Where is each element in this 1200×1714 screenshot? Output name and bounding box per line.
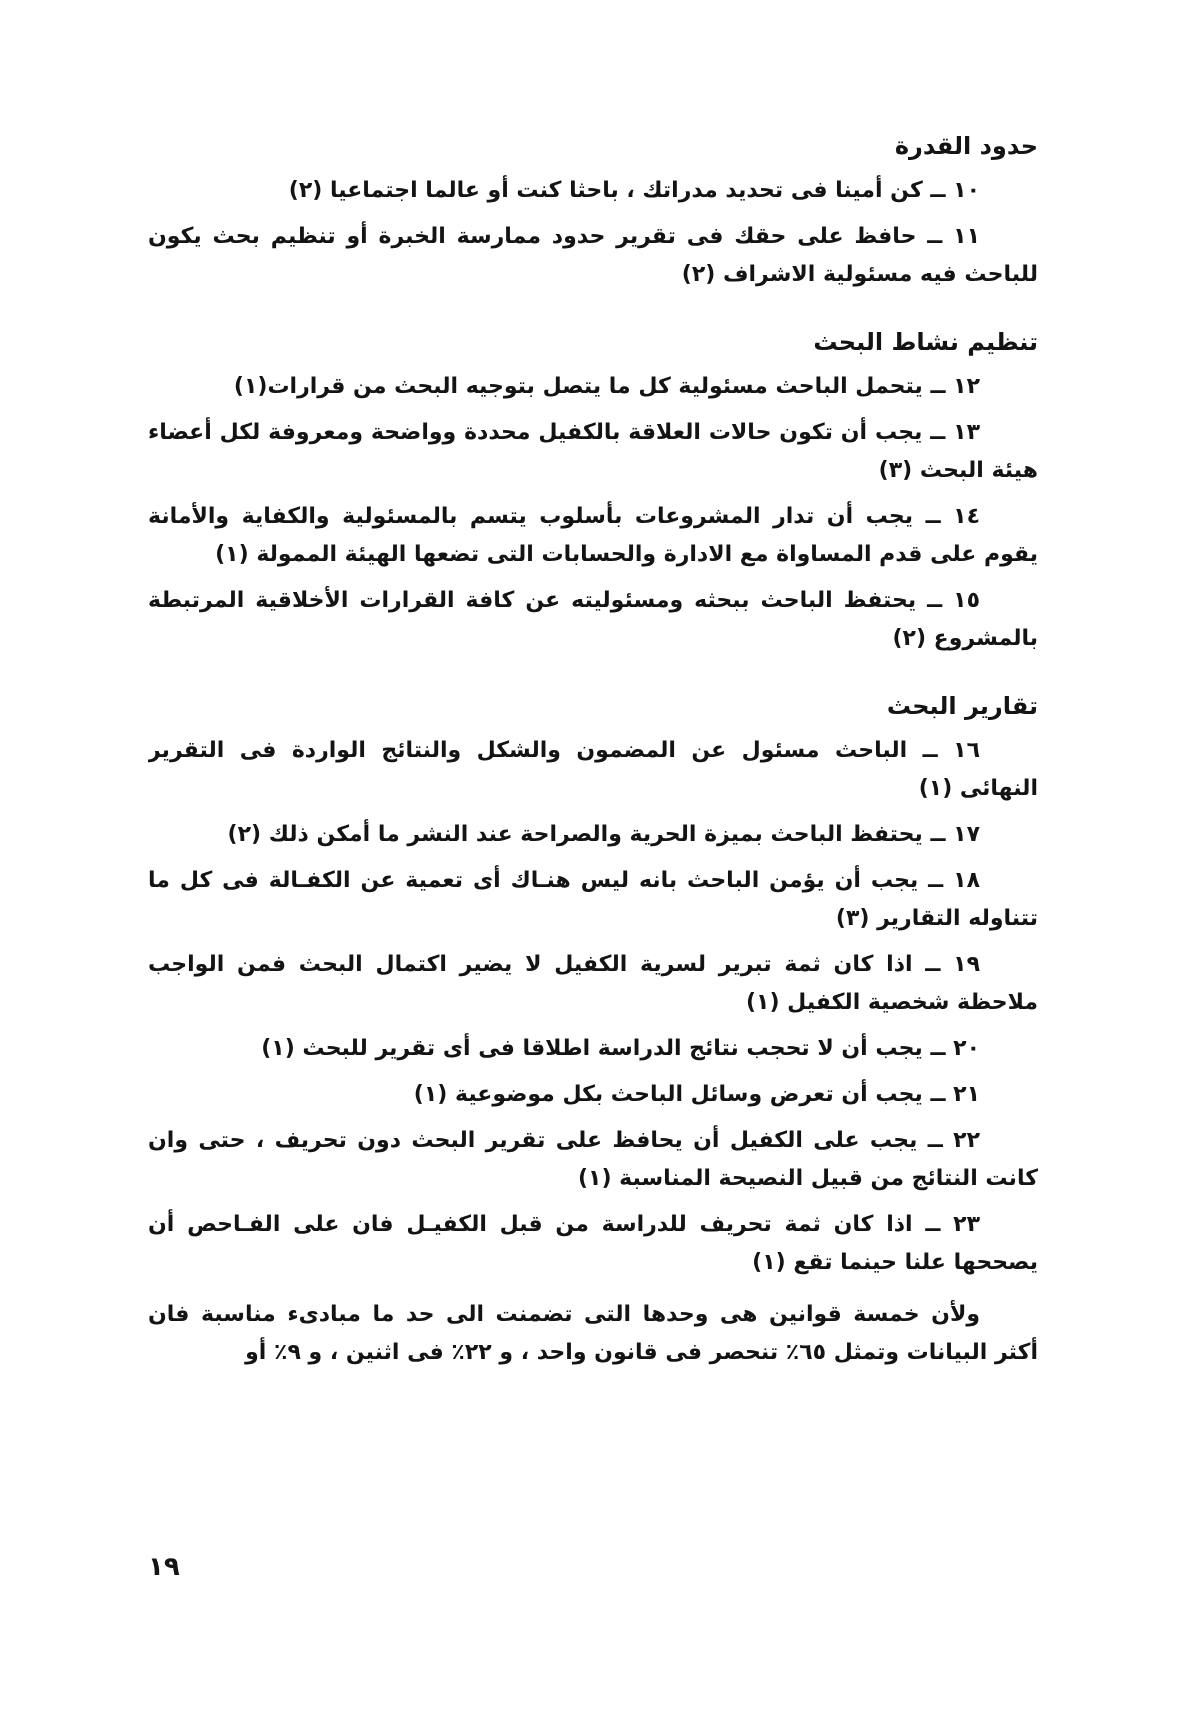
section-heading: تقارير البحث bbox=[886, 692, 1038, 720]
clause-14: ١٤ ــ يجب أن تدار المشروعات بأسلوب يتسم بالمسئولية والكفاية والأمانة يقوم على قدم المساواة مع الادارة والحسابات التى تضعها الهيئة الممولة (١) bbox=[148, 504, 1038, 567]
clause-13: ١٣ ــ يجب أن تكون حالات العلاقة بالكفيل محددة وواضحة ومعروفة لكل أعضاء هيئة البحث (٣) bbox=[148, 420, 1038, 483]
clause-22: ٢٢ ــ يجب على الكفيل أن يحافظ على تقرير البحث دون تحريف ، حتى وان كانت النتائج من قبيل النصيحة المناسبة (١) bbox=[148, 1128, 1038, 1191]
section-research-reports bbox=[148, 688, 1038, 1282]
document-page bbox=[148, 128, 1038, 1568]
section-spacer bbox=[148, 666, 1038, 688]
clause-18: ١٨ ــ يجب أن يؤمن الباحث بانه ليس هنـاك أى تعمية عن الكفـالة فى كل ما تتناوله التقارير (٣) bbox=[148, 868, 1038, 931]
clause-19: ١٩ ــ اذا كان ثمة تبرير لسرية الكفيل لا يضير اكتمال البحث فمن الواجب ملاحظة شخصية الكفيل (١) bbox=[148, 952, 1038, 1015]
clause-20: ٢٠ ــ يجب أن لا تحجب نتائج الدراسة اطلاقا فى أى تقرير للبحث (١) bbox=[261, 1036, 980, 1061]
closing-paragraph: ولأن خمسة قوانين هى وحدها التى تضمنت الى حد ما مبادىء مناسبة فان أكثر البيانات وتمثل ٦٥٪ تنحصر فى قانون واحد ، و ٢٢٪ فى اثنين ، و ٩٪ أو bbox=[148, 1302, 1038, 1365]
section-research-organization bbox=[148, 324, 1038, 658]
section-heading: تنظيم نشاط البحث bbox=[813, 328, 1038, 356]
clause-12: ١٢ ــ يتحمل الباحث مسئولية كل ما يتصل بتوجيه البحث من قرارات(١) bbox=[233, 374, 980, 399]
section-heading: حدود القدرة bbox=[894, 132, 1038, 160]
section-ability-limits bbox=[148, 128, 1038, 294]
clause-17: ١٧ ــ يحتفظ الباحث بميزة الحرية والصراحة عند النشر ما أمكن ذلك (٢) bbox=[227, 822, 980, 847]
clause-11: ١١ ــ حافظ على حقك فى تقرير حدود ممارسة الخبرة أو تنظيم بحث يكون للباحث فيه مسئولية الاشراف (٢) bbox=[148, 224, 1038, 287]
clause-23: ٢٣ ــ اذا كان ثمة تحريف للدراسة من قبل الكفيـل فان على الفـاحص أن يصححها علنا حينما تقع (١) bbox=[148, 1212, 1038, 1275]
clause-16: ١٦ ــ الباحث مسئول عن المضمون والشكل والنتائج الواردة فى التقرير النهائى (١) bbox=[148, 738, 1038, 801]
clause-10: ١٠ ــ كن أمينا فى تحديد مدراتك ، باحثا كنت أو عالما اجتماعيا (٢) bbox=[288, 178, 980, 203]
clause-15: ١٥ ــ يحتفظ الباحث ببحثه ومسئوليته عن كافة القرارات الأخلاقية المرتبطة بالمشروع (٢) bbox=[148, 588, 1038, 651]
clause-21: ٢١ ــ يجب أن تعرض وسائل الباحث بكل موضوعية (١) bbox=[413, 1082, 980, 1107]
page-number: ١٩ bbox=[148, 1552, 180, 1582]
section-spacer bbox=[148, 302, 1038, 324]
